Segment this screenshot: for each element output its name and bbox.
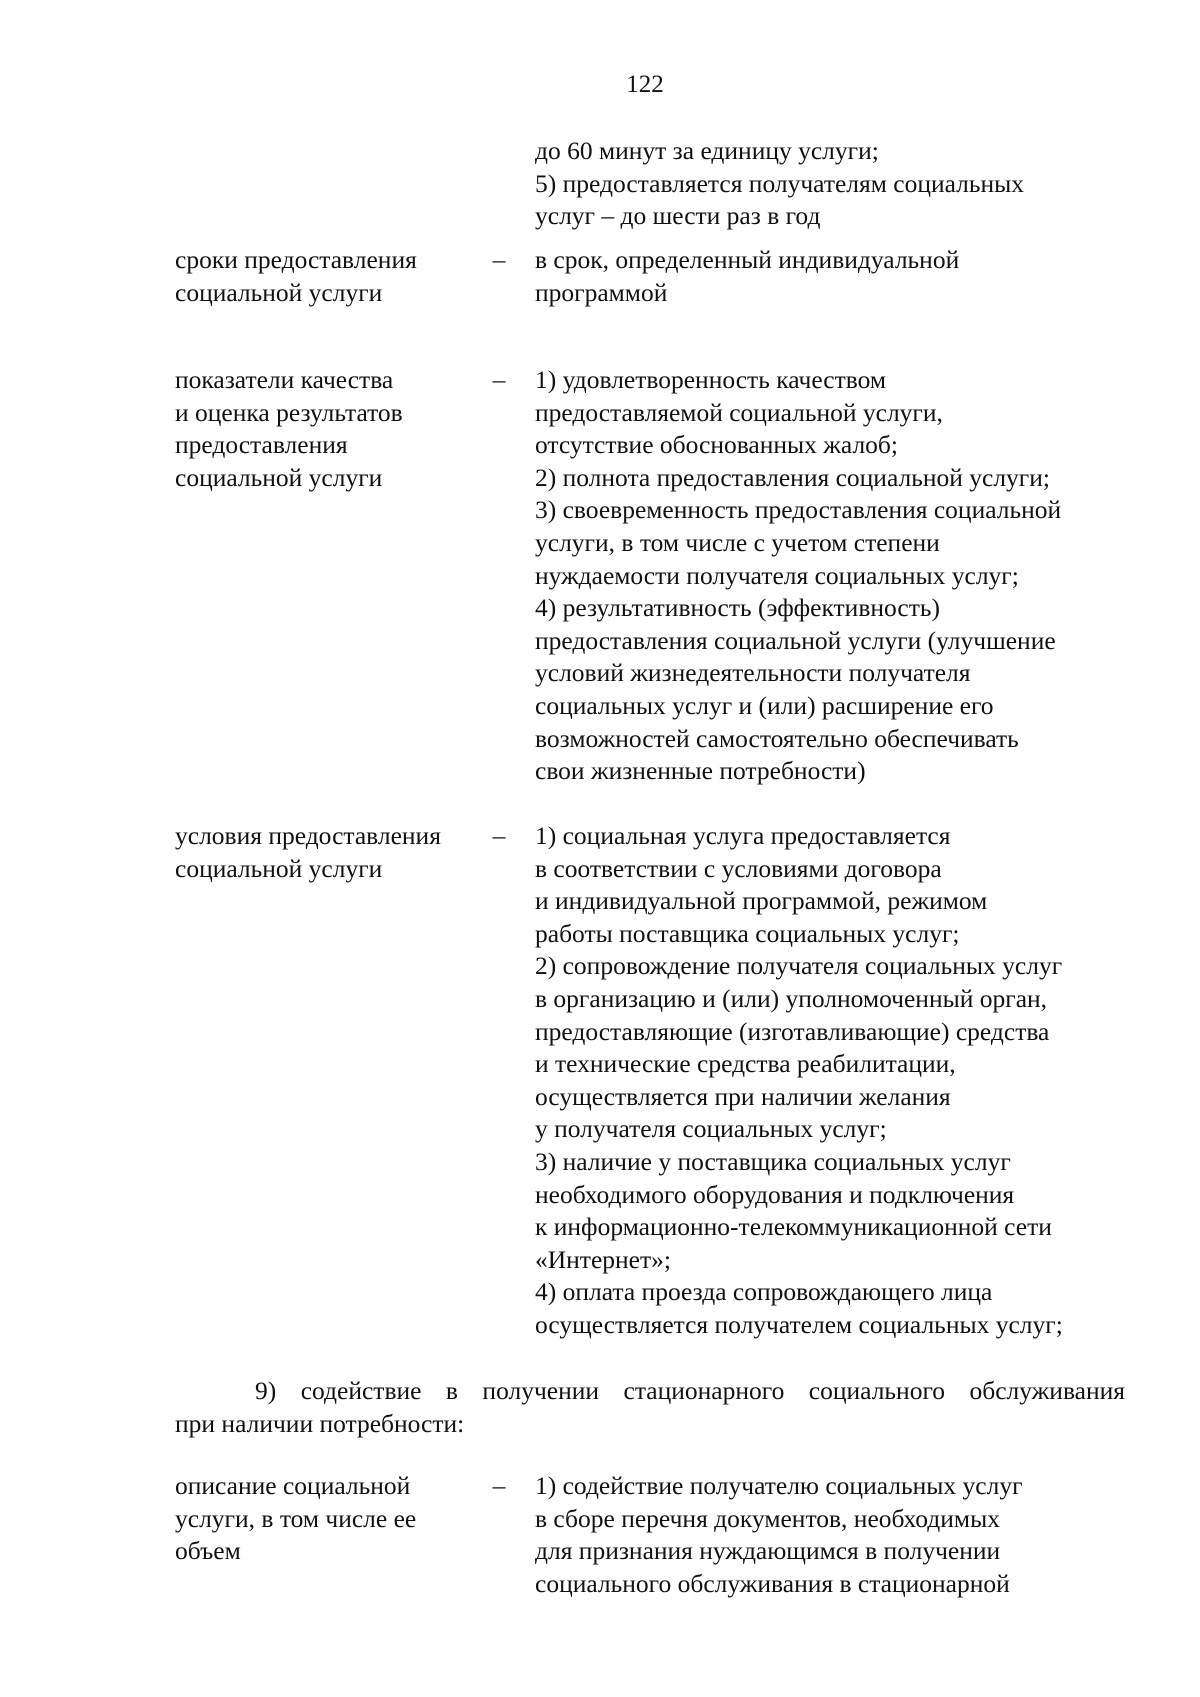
text-line: предоставления <box>175 430 348 460</box>
text-line: 3) своевременность предоставления социальной <box>535 495 1062 525</box>
text-line: 4) оплата проезда сопровождающего лица <box>535 1277 993 1307</box>
text-line: у получателя социальных услуг; <box>535 1114 887 1144</box>
text-line: в сборе перечня документов, необходимых <box>535 1503 1000 1533</box>
text-line: осуществляется при наличии желания <box>535 1081 951 1111</box>
text-line: возможностей самостоятельно обеспечивать <box>535 723 1019 753</box>
row-label <box>175 1470 475 1568</box>
row-value <box>535 364 1135 788</box>
text-line: услуги, в том числе с учетом степени <box>535 527 940 557</box>
row-value <box>535 1470 1135 1600</box>
text-line: 1) удовлетворенность качеством <box>535 365 887 394</box>
text-line: социального обслуживания в стационарной <box>535 1568 1010 1598</box>
text-line: социальной услуги <box>175 277 383 307</box>
text-line: условия предоставления <box>175 821 441 850</box>
text-line: работы поставщика социальных услуг; <box>535 918 960 948</box>
text-line: 2) полнота предоставления социальной услуги; <box>535 462 1050 492</box>
text-line: 5) предоставляется получателям социальных <box>535 168 1025 198</box>
dash-separator: – <box>492 1471 506 1500</box>
text-line: социальной услуги <box>175 853 383 883</box>
text-line: 1) социальная услуга предоставляется <box>535 821 951 850</box>
dash-separator: – <box>492 365 506 394</box>
text-line: социальных услуг и (или) расширение его <box>535 690 994 720</box>
paragraph-line: при наличии потребности: <box>175 1408 465 1438</box>
text-line: социальной услуги <box>175 462 383 492</box>
text-line: услуги, в том числе ее <box>175 1503 417 1533</box>
text-line: для признания нуждающимся в получении <box>535 1536 1001 1566</box>
text-line: отсутствие обоснованных жалоб; <box>535 430 898 460</box>
text-line: показатели качества <box>175 365 394 394</box>
row-value <box>535 244 1135 309</box>
text-line: необходимого оборудования и подключения <box>535 1179 1015 1209</box>
row-label <box>175 244 475 309</box>
text-line: предоставляющие (изготавливающие) средства <box>535 1016 1050 1046</box>
text-line: предоставления социальной услуги (улучшение <box>535 625 1056 655</box>
text-line: описание социальной <box>175 1471 411 1500</box>
row-value <box>535 820 1135 1342</box>
paragraph-line: 9) содействие в получении стационарного социального обслуживания <box>255 1376 1125 1405</box>
text-line: в соответствии с условиями договора <box>535 853 942 883</box>
dash-separator: – <box>492 821 506 850</box>
text-line: 3) наличие у поставщика социальных услуг <box>535 1146 1011 1176</box>
text-line: программой <box>535 277 668 307</box>
text-line: свои жизненные потребности) <box>535 756 866 786</box>
text-line: в срок, определенный индивидуальной <box>535 245 960 274</box>
paragraph-item-9 <box>175 1375 1125 1440</box>
text-line: до 60 минут за единицу услуги; <box>535 136 879 165</box>
text-line: нуждаемости получателя социальных услуг; <box>535 560 1019 590</box>
continuation-text <box>535 135 1135 233</box>
text-line: к информационно-телекоммуникационной сети <box>535 1212 1052 1242</box>
text-line: услуг – до шести раз в год <box>535 201 821 231</box>
text-line: и индивидуальной программой, режимом <box>535 886 988 916</box>
text-line: осуществляется получателем социальных услуг; <box>535 1309 1063 1339</box>
text-line: объем <box>175 1536 241 1566</box>
text-line: в организацию и (или) уполномоченный орган, <box>535 983 1048 1013</box>
page-number: 122 <box>626 71 664 98</box>
text-line: 2) сопровождение получателя социальных услуг <box>535 951 1063 981</box>
text-line: 1) содействие получателю социальных услуг <box>535 1471 1023 1500</box>
text-line: «Интернет»; <box>535 1244 671 1274</box>
text-line: и оценка результатов <box>175 397 403 427</box>
row-label <box>175 820 475 885</box>
text-line: 4) результативность (эффективность) <box>535 593 940 623</box>
text-line: и технические средства реабилитации, <box>535 1049 956 1079</box>
text-line: предоставляемой социальной услуги, <box>535 397 943 427</box>
dash-separator: – <box>492 245 506 274</box>
text-line: сроки предоставления <box>175 245 417 274</box>
row-label <box>175 364 475 494</box>
text-line: условий жизнедеятельности получателя <box>535 658 971 688</box>
